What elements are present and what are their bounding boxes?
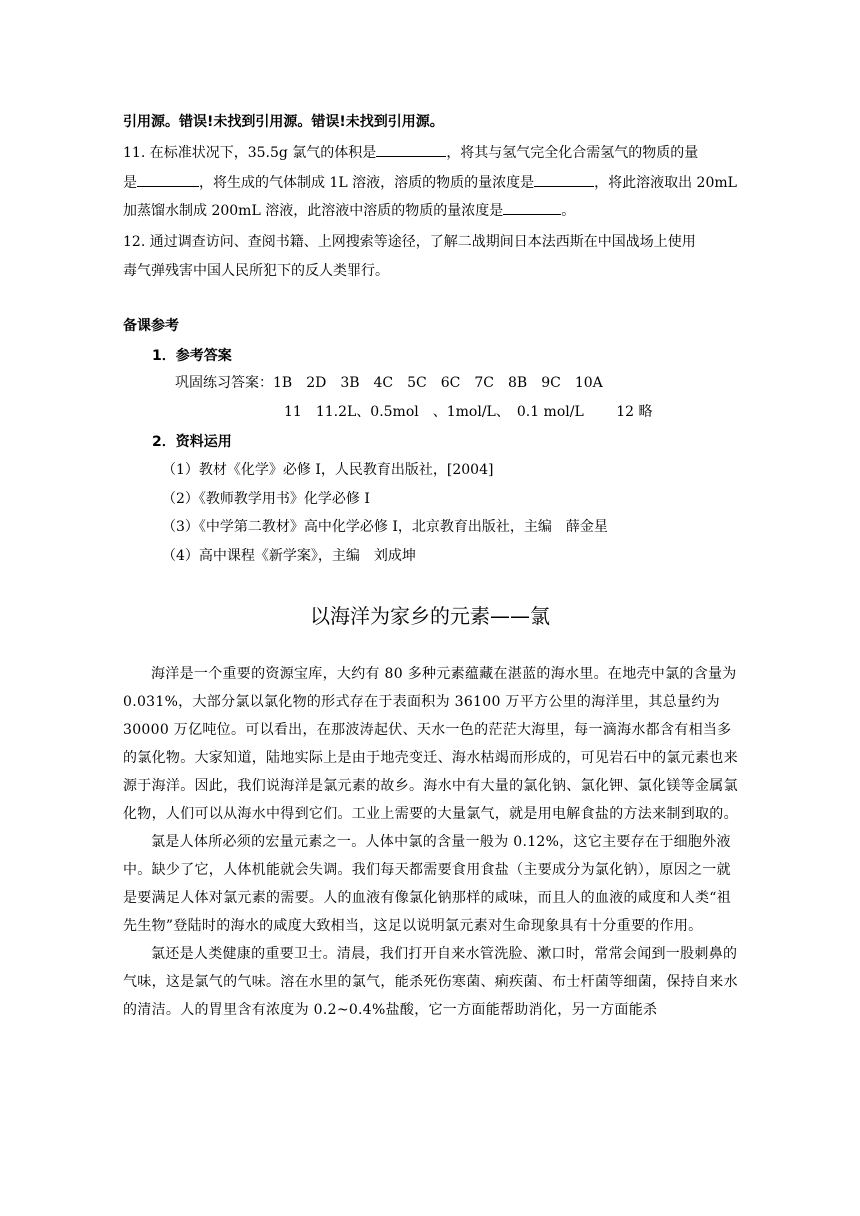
q11-line-1 — [123, 142, 698, 163]
answers-line-2: 11 11.2L、0.5mol 、1mol/L、 0.1 mol/L 12 略 — [284, 404, 653, 420]
q11-line-2 — [123, 172, 737, 193]
section-heading: 备课参考 — [123, 318, 179, 334]
subsection-resources: 2．资料运用 — [152, 434, 232, 450]
reference-item: （4）高中课程《新学案》，主编 刘成坤 — [162, 548, 416, 564]
q11-text: ，将生成的气体制成 1L 溶液，溶质的物质的量浓度是 — [199, 175, 535, 191]
article-body — [123, 660, 739, 1024]
article-title: 以海洋为家乡的元素——氯 — [310, 604, 550, 628]
article-paragraph: 氯还是人类健康的重要卫士。清晨，我们打开自来水管洗脸、漱口时，常常会闻到一股刺鼻的气味，这是氯气的气味。溶在水里的氯气，能杀死伤寒菌、痢疾菌、布士杆菌等细菌，保持自来水的清洁。人的胃里含有浓度为 0.2~0.4%盐酸，它一方面能帮助消化，另一方面能杀 — [123, 946, 738, 1018]
article-paragraph: 氯是人体所必须的宏量元素之一。人体中氯的含量一般为 0.12%，这它主要存在于细胞外液中。缺少了它，人体机能就会失调。我们每天都需要食用食盐（主要成分为氯化钠），原因之一就是要满足人体对氯元素的需要。人的血液有像氯化钠那样的咸味，而且人的血液的咸度和人类“祖先生物”登陆时的海水的咸度大致相当，这足以说明氯元素对生命现象具有十分重要的作用。 — [123, 834, 732, 934]
q11-text: 11. 在标准状况下，35.5g 氯气的体积是 — [123, 145, 377, 161]
header-line: 引用源。错误!未找到引用源。错误!未找到引用源。 — [123, 114, 444, 130]
q11-text: 。 — [561, 203, 576, 219]
reference-item: （1）教材《化学》必修 I，人民教育出版社，[2004] — [162, 462, 494, 478]
answer-blank[interactable] — [137, 172, 199, 187]
answers-line-1: 巩固练习答案：1B 2D 3B 4C 5C 6C 7C 8B 9C 10A — [175, 375, 603, 391]
q12-line-1: 12. 通过调查访问、查阅书籍、上网搜索等途径，了解二战期间日本法西斯在中国战场上使用 — [123, 234, 696, 250]
q11-text: ，将其与氢气完全化合需氢气的物质的量 — [446, 145, 699, 161]
q11-text: 是 — [123, 175, 137, 191]
q11-text: 加蒸馏水制成 200mL 溶液，此溶液中溶质的物质的量浓度是 — [123, 203, 504, 219]
answer-blank[interactable] — [376, 142, 446, 157]
article-paragraph: 海洋是一个重要的资源宝库，大约有 80 多种元素蕴藏在湛蓝的海水里。在地壳中氯的含量为 0.031%，大部分氯以氯化物的形式存在于表面积为 36100 万平方公里的海洋里，其总量约为 30000 万亿吨位。可以看出，在那波涛起伏、天水一色的茫茫大海里，每一滴海水都含有相当多的氯化物。大家知道，陆地实际上是由于地壳变迁、海水枯竭而形成的，可见岩石中的氯元素也来源于海洋。因此，我们说海洋是氯元素的故乡。海水中有大量的氯化钠、氯化钾、氯化镁等金属氯化物，人们可以从海水中得到它们。工业上需要的大量氯气，就是用电解食盐的方法来制到取的。 — [123, 666, 738, 822]
q11-line-3 — [123, 200, 575, 221]
q11-text: ，将此溶液取出 20mL — [594, 175, 737, 191]
reference-item: （2）《教师教学用书》化学必修 I — [162, 491, 370, 507]
q12-line-2: 毒气弹残害中国人民所犯下的反人类罪行。 — [123, 263, 389, 279]
answer-blank[interactable] — [503, 200, 561, 215]
answer-blank[interactable] — [534, 172, 594, 187]
reference-item: （3）《中学第二教材》高中化学必修 I，北京教育出版社，主编 薛金星 — [162, 519, 608, 535]
subsection-answers: 1．参考答案 — [152, 348, 232, 364]
